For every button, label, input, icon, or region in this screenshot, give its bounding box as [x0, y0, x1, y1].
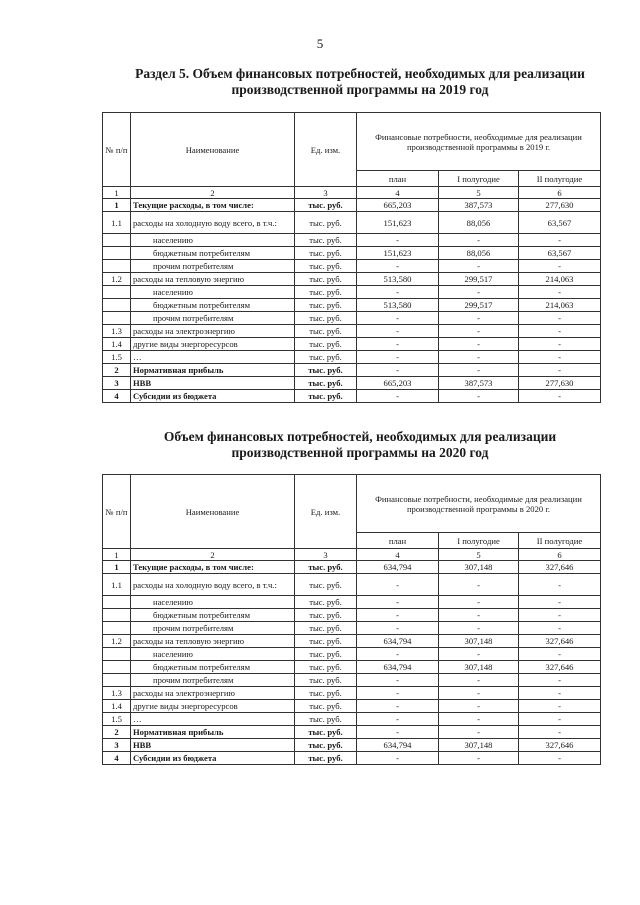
row-unit: тыс. руб. [295, 260, 357, 273]
row-number: 1.2 [103, 635, 131, 648]
row-second-half-value: - [519, 713, 601, 726]
row-unit: тыс. руб. [295, 247, 357, 260]
row-number: 1.4 [103, 338, 131, 351]
row-second-half-value: - [519, 260, 601, 273]
table-row [103, 674, 601, 687]
header-second-half: II полугодие [519, 533, 601, 549]
table-row [103, 648, 601, 661]
section-title-2019 [100, 66, 620, 98]
row-name: расходы на тепловую энергию [131, 635, 295, 648]
row-name: прочим потребителям [131, 622, 295, 635]
row-plan-value: 634,794 [357, 739, 439, 752]
row-unit: тыс. руб. [295, 609, 357, 622]
row-unit: тыс. руб. [295, 364, 357, 377]
column-index-cell: 3 [295, 549, 357, 561]
row-second-half-value: - [519, 338, 601, 351]
row-name: расходы на электроэнергию [131, 325, 295, 338]
table-row [103, 574, 601, 596]
row-number [103, 661, 131, 674]
row-plan-value: 665,203 [357, 377, 439, 390]
row-name: прочим потребителям [131, 674, 295, 687]
row-name: другие виды энергоресурсов [131, 338, 295, 351]
row-name: расходы на тепловую энергию [131, 273, 295, 286]
row-plan-value: - [357, 574, 439, 596]
table-row [103, 199, 601, 212]
row-name: Текущие расходы, в том числе: [131, 199, 295, 212]
row-plan-value: 513,580 [357, 273, 439, 286]
row-name: расходы на электроэнергию [131, 687, 295, 700]
table-row [103, 286, 601, 299]
row-first-half-value: 307,148 [439, 635, 519, 648]
row-second-half-value: - [519, 648, 601, 661]
row-unit: тыс. руб. [295, 351, 357, 364]
table-row [103, 273, 601, 286]
row-name: населению [131, 596, 295, 609]
row-number [103, 286, 131, 299]
section-title-2020 [100, 429, 620, 461]
column-index-cell: 6 [519, 187, 601, 199]
header-num: № п/п [103, 113, 131, 187]
column-index-cell: 2 [131, 549, 295, 561]
table-row [103, 687, 601, 700]
row-plan-value: 151,623 [357, 212, 439, 234]
row-plan-value: - [357, 312, 439, 325]
row-second-half-value: 63,567 [519, 212, 601, 234]
table-row [103, 299, 601, 312]
row-first-half-value: - [439, 325, 519, 338]
column-index-cell: 4 [357, 187, 439, 199]
row-unit: тыс. руб. [295, 687, 357, 700]
row-first-half-value: 299,517 [439, 299, 519, 312]
header-unit: Ед. изм. [295, 475, 357, 549]
row-first-half-value: - [439, 286, 519, 299]
row-number: 3 [103, 739, 131, 752]
row-name: НВВ [131, 739, 295, 752]
row-second-half-value: 277,630 [519, 199, 601, 212]
row-unit: тыс. руб. [295, 299, 357, 312]
column-index-cell: 4 [357, 549, 439, 561]
column-index-cell: 1 [103, 187, 131, 199]
column-index-row [103, 549, 601, 561]
row-plan-value: 665,203 [357, 199, 439, 212]
row-first-half-value: - [439, 338, 519, 351]
row-name: другие виды энергоресурсов [131, 700, 295, 713]
row-name: Нормативная прибыль [131, 726, 295, 739]
row-number: 1 [103, 561, 131, 574]
table-row [103, 622, 601, 635]
row-first-half-value: 387,573 [439, 377, 519, 390]
row-first-half-value: - [439, 234, 519, 247]
row-plan-value: - [357, 338, 439, 351]
row-name: Текущие расходы, в том числе: [131, 561, 295, 574]
row-plan-value: - [357, 325, 439, 338]
row-unit: тыс. руб. [295, 726, 357, 739]
row-unit: тыс. руб. [295, 199, 357, 212]
row-number [103, 312, 131, 325]
row-first-half-value: 307,148 [439, 739, 519, 752]
row-unit: тыс. руб. [295, 286, 357, 299]
row-number: 1.5 [103, 351, 131, 364]
row-second-half-value: - [519, 726, 601, 739]
row-plan-value: - [357, 700, 439, 713]
table-row [103, 739, 601, 752]
row-unit: тыс. руб. [295, 338, 357, 351]
row-unit: тыс. руб. [295, 739, 357, 752]
row-plan-value: - [357, 687, 439, 700]
table-header-row [103, 113, 601, 171]
row-second-half-value: - [519, 351, 601, 364]
row-number [103, 648, 131, 661]
column-index-cell: 1 [103, 549, 131, 561]
row-second-half-value: - [519, 286, 601, 299]
row-name: населению [131, 234, 295, 247]
row-second-half-value: - [519, 687, 601, 700]
row-unit: тыс. руб. [295, 622, 357, 635]
row-second-half-value: - [519, 325, 601, 338]
row-number: 1 [103, 199, 131, 212]
header-first-half: I полугодие [439, 533, 519, 549]
row-plan-value: - [357, 260, 439, 273]
header-plan: план [357, 171, 439, 187]
row-first-half-value: - [439, 596, 519, 609]
row-name: населению [131, 286, 295, 299]
header-name: Наименование [131, 475, 295, 549]
row-number: 4 [103, 752, 131, 765]
row-second-half-value: 327,646 [519, 661, 601, 674]
row-number: 1.1 [103, 212, 131, 234]
table-row [103, 312, 601, 325]
row-name: населению [131, 648, 295, 661]
row-number [103, 234, 131, 247]
section-title-line: Объем финансовых потребностей, необходимых для реализации [163, 429, 557, 444]
table-row [103, 609, 601, 622]
row-first-half-value: - [439, 700, 519, 713]
row-plan-value: - [357, 713, 439, 726]
row-first-half-value: - [439, 351, 519, 364]
table-row [103, 247, 601, 260]
row-first-half-value: 88,056 [439, 212, 519, 234]
row-first-half-value: - [439, 752, 519, 765]
row-second-half-value: - [519, 234, 601, 247]
header-plan: план [357, 533, 439, 549]
row-unit: тыс. руб. [295, 325, 357, 338]
row-plan-value: 634,794 [357, 661, 439, 674]
row-first-half-value: - [439, 390, 519, 403]
row-number [103, 609, 131, 622]
row-unit: тыс. руб. [295, 674, 357, 687]
row-number [103, 299, 131, 312]
row-plan-value: 151,623 [357, 247, 439, 260]
row-name: бюджетным потребителям [131, 247, 295, 260]
row-number [103, 622, 131, 635]
row-name: … [131, 351, 295, 364]
header-second-half: II полугодие [519, 171, 601, 187]
row-number [103, 260, 131, 273]
row-first-half-value: - [439, 726, 519, 739]
row-second-half-value: 327,646 [519, 635, 601, 648]
row-first-half-value: - [439, 687, 519, 700]
row-unit: тыс. руб. [295, 635, 357, 648]
table-row [103, 377, 601, 390]
table-header-row [103, 475, 601, 533]
row-plan-value: 634,794 [357, 635, 439, 648]
page-number: 5 [316, 36, 324, 51]
row-plan-value: - [357, 234, 439, 247]
section-title-line: Раздел 5. Объем финансовых потребностей, необходимых для реализации [135, 66, 585, 81]
row-unit: тыс. руб. [295, 390, 357, 403]
row-plan-value: - [357, 364, 439, 377]
table-row [103, 596, 601, 609]
row-name: Субсидии из бюджета [131, 390, 295, 403]
row-second-half-value: 277,630 [519, 377, 601, 390]
row-name: НВВ [131, 377, 295, 390]
row-first-half-value: - [439, 648, 519, 661]
row-unit: тыс. руб. [295, 234, 357, 247]
header-name: Наименование [131, 113, 295, 187]
section-title-line: производственной программы на 2019 год [231, 82, 489, 97]
row-first-half-value: 299,517 [439, 273, 519, 286]
row-plan-value: - [357, 726, 439, 739]
row-plan-value: - [357, 648, 439, 661]
financial-table-2020 [102, 474, 601, 765]
row-unit: тыс. руб. [295, 273, 357, 286]
row-unit: тыс. руб. [295, 377, 357, 390]
row-second-half-value: - [519, 622, 601, 635]
table-row [103, 338, 601, 351]
row-number: 3 [103, 377, 131, 390]
row-second-half-value: - [519, 752, 601, 765]
table-row [103, 390, 601, 403]
table-row [103, 661, 601, 674]
header-num: № п/п [103, 475, 131, 549]
row-plan-value: - [357, 390, 439, 403]
row-name: бюджетным потребителям [131, 661, 295, 674]
row-plan-value: - [357, 752, 439, 765]
column-index-row [103, 187, 601, 199]
row-name: … [131, 713, 295, 726]
row-unit: тыс. руб. [295, 561, 357, 574]
table-row [103, 726, 601, 739]
row-first-half-value: 387,573 [439, 199, 519, 212]
column-index-cell: 2 [131, 187, 295, 199]
row-name: прочим потребителям [131, 260, 295, 273]
row-name: Субсидии из бюджета [131, 752, 295, 765]
row-number: 2 [103, 726, 131, 739]
row-second-half-value: - [519, 390, 601, 403]
table-row [103, 700, 601, 713]
table-row [103, 364, 601, 377]
row-number: 1.3 [103, 687, 131, 700]
row-number: 1.5 [103, 713, 131, 726]
row-second-half-value: - [519, 364, 601, 377]
row-first-half-value: - [439, 364, 519, 377]
table-row [103, 260, 601, 273]
header-group: Финансовые потребности, необходимые для реализации производственной программы в 2019 г. [357, 113, 601, 171]
row-plan-value: - [357, 286, 439, 299]
row-second-half-value: 327,646 [519, 561, 601, 574]
row-second-half-value: - [519, 312, 601, 325]
row-first-half-value: - [439, 622, 519, 635]
row-number: 1.1 [103, 574, 131, 596]
row-number [103, 247, 131, 260]
row-first-half-value: 307,148 [439, 661, 519, 674]
row-number: 1.3 [103, 325, 131, 338]
header-first-half: I полугодие [439, 171, 519, 187]
row-unit: тыс. руб. [295, 312, 357, 325]
column-index-cell: 5 [439, 187, 519, 199]
column-index-cell: 5 [439, 549, 519, 561]
row-unit: тыс. руб. [295, 574, 357, 596]
row-unit: тыс. руб. [295, 212, 357, 234]
row-second-half-value: - [519, 700, 601, 713]
row-second-half-value: 63,567 [519, 247, 601, 260]
row-unit: тыс. руб. [295, 752, 357, 765]
row-second-half-value: 214,063 [519, 273, 601, 286]
header-group: Финансовые потребности, необходимые для реализации производственной программы в 2020 г. [357, 475, 601, 533]
row-first-half-value: - [439, 312, 519, 325]
row-first-half-value: - [439, 574, 519, 596]
row-second-half-value: - [519, 609, 601, 622]
column-index-cell: 3 [295, 187, 357, 199]
row-second-half-value: - [519, 596, 601, 609]
row-plan-value: 513,580 [357, 299, 439, 312]
row-first-half-value: - [439, 674, 519, 687]
row-number: 1.2 [103, 273, 131, 286]
table-row [103, 713, 601, 726]
row-number: 2 [103, 364, 131, 377]
row-name: расходы на холодную воду всего, в т.ч.: [131, 574, 295, 596]
row-second-half-value: - [519, 674, 601, 687]
section-title-line: производственной программы на 2020 год [231, 445, 489, 460]
table-row [103, 752, 601, 765]
row-second-half-value: 214,063 [519, 299, 601, 312]
row-plan-value: - [357, 622, 439, 635]
row-first-half-value: 307,148 [439, 561, 519, 574]
column-index-cell: 6 [519, 549, 601, 561]
row-number [103, 674, 131, 687]
row-first-half-value: 88,056 [439, 247, 519, 260]
row-second-half-value: - [519, 574, 601, 596]
row-number: 4 [103, 390, 131, 403]
table-row [103, 561, 601, 574]
table-row [103, 635, 601, 648]
row-name: расходы на холодную воду всего, в т.ч.: [131, 212, 295, 234]
row-plan-value: - [357, 351, 439, 364]
row-plan-value: - [357, 596, 439, 609]
row-first-half-value: - [439, 609, 519, 622]
row-unit: тыс. руб. [295, 661, 357, 674]
table-row [103, 234, 601, 247]
row-first-half-value: - [439, 260, 519, 273]
row-unit: тыс. руб. [295, 596, 357, 609]
row-plan-value: - [357, 609, 439, 622]
row-plan-value: - [357, 674, 439, 687]
row-first-half-value: - [439, 713, 519, 726]
table-row [103, 351, 601, 364]
row-name: Нормативная прибыль [131, 364, 295, 377]
row-number: 1.4 [103, 700, 131, 713]
row-name: прочим потребителям [131, 312, 295, 325]
row-second-half-value: 327,646 [519, 739, 601, 752]
financial-table-2019 [102, 112, 601, 403]
row-unit: тыс. руб. [295, 713, 357, 726]
row-number [103, 596, 131, 609]
row-plan-value: 634,794 [357, 561, 439, 574]
row-name: бюджетным потребителям [131, 609, 295, 622]
header-unit: Ед. изм. [295, 113, 357, 187]
row-name: бюджетным потребителям [131, 299, 295, 312]
row-unit: тыс. руб. [295, 700, 357, 713]
table-row [103, 325, 601, 338]
row-unit: тыс. руб. [295, 648, 357, 661]
table-row [103, 212, 601, 234]
